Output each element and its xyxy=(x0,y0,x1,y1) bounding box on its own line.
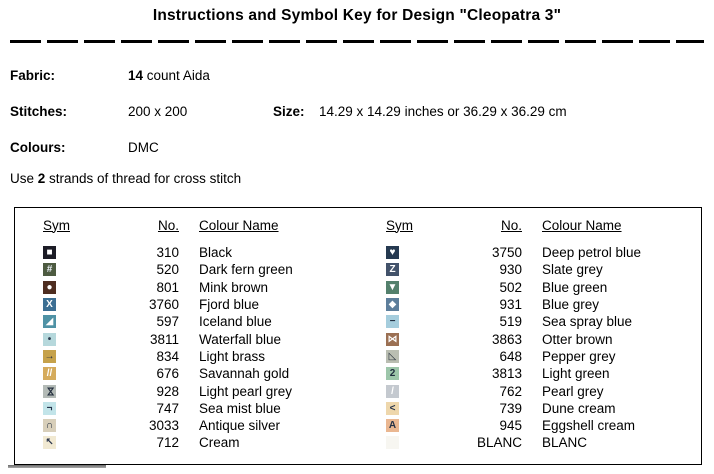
colour-name: Fjord blue xyxy=(199,297,260,313)
key-table-left-half xyxy=(15,208,358,464)
strands-note: Use 2 strands of thread for cross stitch xyxy=(10,171,242,186)
symbol-swatch-icon: ◺ xyxy=(386,350,399,363)
key-row xyxy=(358,417,701,434)
colour-name: Light pearl grey xyxy=(199,383,293,399)
colour-name: Antique silver xyxy=(199,418,281,434)
colour-name: Dune cream xyxy=(542,400,616,416)
header-no: No. xyxy=(157,217,179,233)
thread-number: 3750 xyxy=(491,245,522,261)
key-table-header xyxy=(358,215,701,235)
thread-number: 801 xyxy=(156,279,179,295)
colour-name: Cream xyxy=(199,435,240,451)
stitches-value: 200 x 200 xyxy=(128,104,188,119)
thread-number: 519 xyxy=(499,314,522,330)
thread-number: 648 xyxy=(499,348,522,364)
key-row xyxy=(15,279,358,296)
symbol-swatch-icon: • xyxy=(43,333,56,346)
stitches-label: Stitches: xyxy=(10,104,68,119)
thread-number: 739 xyxy=(499,400,522,416)
key-table-right-half xyxy=(358,208,701,464)
symbol-swatch-icon xyxy=(386,436,399,449)
colours-row xyxy=(0,140,714,156)
symbol-swatch-icon: ¬ xyxy=(43,402,56,415)
thread-number: 310 xyxy=(156,245,179,261)
colour-name: Pearl grey xyxy=(542,383,604,399)
key-row xyxy=(15,382,358,399)
symbol-key-table xyxy=(14,207,702,465)
key-row xyxy=(358,365,701,382)
symbol-swatch-icon: ∩ xyxy=(43,419,56,432)
thread-number: 834 xyxy=(156,348,179,364)
thread-number: 597 xyxy=(156,314,179,330)
key-row xyxy=(15,313,358,330)
symbol-swatch-icon: // xyxy=(43,367,56,380)
key-row xyxy=(15,261,358,278)
thread-number: 3813 xyxy=(491,366,522,382)
symbol-swatch-icon: ● xyxy=(43,281,56,294)
key-rows-right xyxy=(358,244,701,452)
key-row xyxy=(358,261,701,278)
thread-number: BLANC xyxy=(476,435,522,451)
colour-name: Mink brown xyxy=(199,279,269,295)
thread-number: 945 xyxy=(499,418,522,434)
thread-number: 931 xyxy=(499,297,522,313)
key-table-header xyxy=(15,215,358,235)
size-value: 14.29 x 14.29 inches or 36.29 x 36.29 cm xyxy=(319,104,567,119)
key-row xyxy=(358,296,701,313)
colour-name: Iceland blue xyxy=(199,314,272,330)
colours-value: DMC xyxy=(128,140,159,155)
thread-number: 762 xyxy=(499,383,522,399)
thread-number: 520 xyxy=(156,262,179,278)
header-sym: Sym xyxy=(386,217,413,233)
symbol-swatch-icon: ▼ xyxy=(387,281,398,293)
key-row xyxy=(358,244,701,261)
size-label: Size: xyxy=(273,104,305,119)
thread-number: 3760 xyxy=(148,297,179,313)
key-row xyxy=(358,330,701,347)
colour-name: Waterfall blue xyxy=(199,331,282,347)
symbol-swatch-icon: − xyxy=(386,315,399,328)
colour-name: Blue green xyxy=(542,279,608,295)
colour-name: Savannah gold xyxy=(199,366,290,382)
symbol-swatch-icon: Z xyxy=(386,263,399,276)
key-row xyxy=(358,313,701,330)
key-row xyxy=(15,330,358,347)
symbol-swatch-icon: / xyxy=(386,385,399,398)
colour-name: Slate grey xyxy=(542,262,603,278)
key-row xyxy=(358,348,701,365)
symbol-swatch-icon: ⋈ xyxy=(44,386,55,397)
thread-number: 676 xyxy=(156,366,179,382)
key-rows-left xyxy=(15,244,358,452)
header-colour-name: Colour Name xyxy=(199,217,279,233)
key-row xyxy=(358,434,701,451)
colour-name: Light green xyxy=(542,366,610,382)
symbol-swatch-icon: < xyxy=(386,402,399,415)
key-row xyxy=(358,382,701,399)
thread-number: 3811 xyxy=(149,331,179,347)
symbol-swatch-icon: # xyxy=(43,263,56,276)
key-row xyxy=(15,400,358,417)
colour-name: Black xyxy=(199,245,233,261)
page-title: Instructions and Symbol Key for Design "Cleopatra 3" xyxy=(152,7,562,24)
divider-dashed-line xyxy=(10,40,704,43)
key-row xyxy=(15,296,358,313)
symbol-swatch-icon: ◢ xyxy=(43,315,56,328)
symbol-swatch-icon: ♥ xyxy=(386,246,399,259)
thread-number: 930 xyxy=(499,262,522,278)
fabric-label: Fabric: xyxy=(10,68,56,83)
symbol-swatch-icon: ⋈ xyxy=(387,333,398,345)
thread-number: 502 xyxy=(499,279,522,295)
header-colour-name: Colour Name xyxy=(542,217,622,233)
key-row xyxy=(15,244,358,261)
colour-name: Otter brown xyxy=(542,331,613,347)
colour-name: Sea spray blue xyxy=(542,314,633,330)
thread-number: 3033 xyxy=(148,418,179,434)
thread-number: 928 xyxy=(156,383,179,399)
colour-name: Sea mist blue xyxy=(199,400,281,416)
thread-number: 3863 xyxy=(491,331,522,347)
fabric-row xyxy=(0,68,714,84)
symbol-swatch-icon: ■ xyxy=(43,246,56,259)
key-row xyxy=(358,279,701,296)
colour-name: Pepper grey xyxy=(542,348,616,364)
symbol-swatch-icon: ◆ xyxy=(386,298,399,311)
header-no: No. xyxy=(500,217,522,233)
colour-name: BLANC xyxy=(542,435,588,451)
symbol-swatch-icon: → xyxy=(44,350,55,362)
colours-label: Colours: xyxy=(10,140,66,155)
key-row xyxy=(15,417,358,434)
colour-name: Eggshell cream xyxy=(542,418,636,434)
symbol-swatch-icon: ↖ xyxy=(43,436,56,449)
key-row xyxy=(15,365,358,382)
colour-name: Dark fern green xyxy=(199,262,293,278)
symbol-swatch-icon: A xyxy=(386,419,399,432)
key-row xyxy=(358,400,701,417)
fabric-value: 14 count Aida xyxy=(128,68,210,83)
symbol-swatch-icon: X xyxy=(43,298,56,311)
thread-number: 747 xyxy=(156,400,179,416)
key-row xyxy=(15,348,358,365)
stitches-row xyxy=(0,104,714,120)
colour-name: Light brass xyxy=(199,348,266,364)
symbol-swatch-icon: 2 xyxy=(386,367,399,380)
header-sym: Sym xyxy=(43,217,70,233)
page-shadow-bar xyxy=(8,465,106,468)
colour-name: Deep petrol blue xyxy=(542,245,642,261)
colour-name: Blue grey xyxy=(542,297,600,313)
thread-number: 712 xyxy=(156,435,179,451)
key-row xyxy=(15,434,358,451)
